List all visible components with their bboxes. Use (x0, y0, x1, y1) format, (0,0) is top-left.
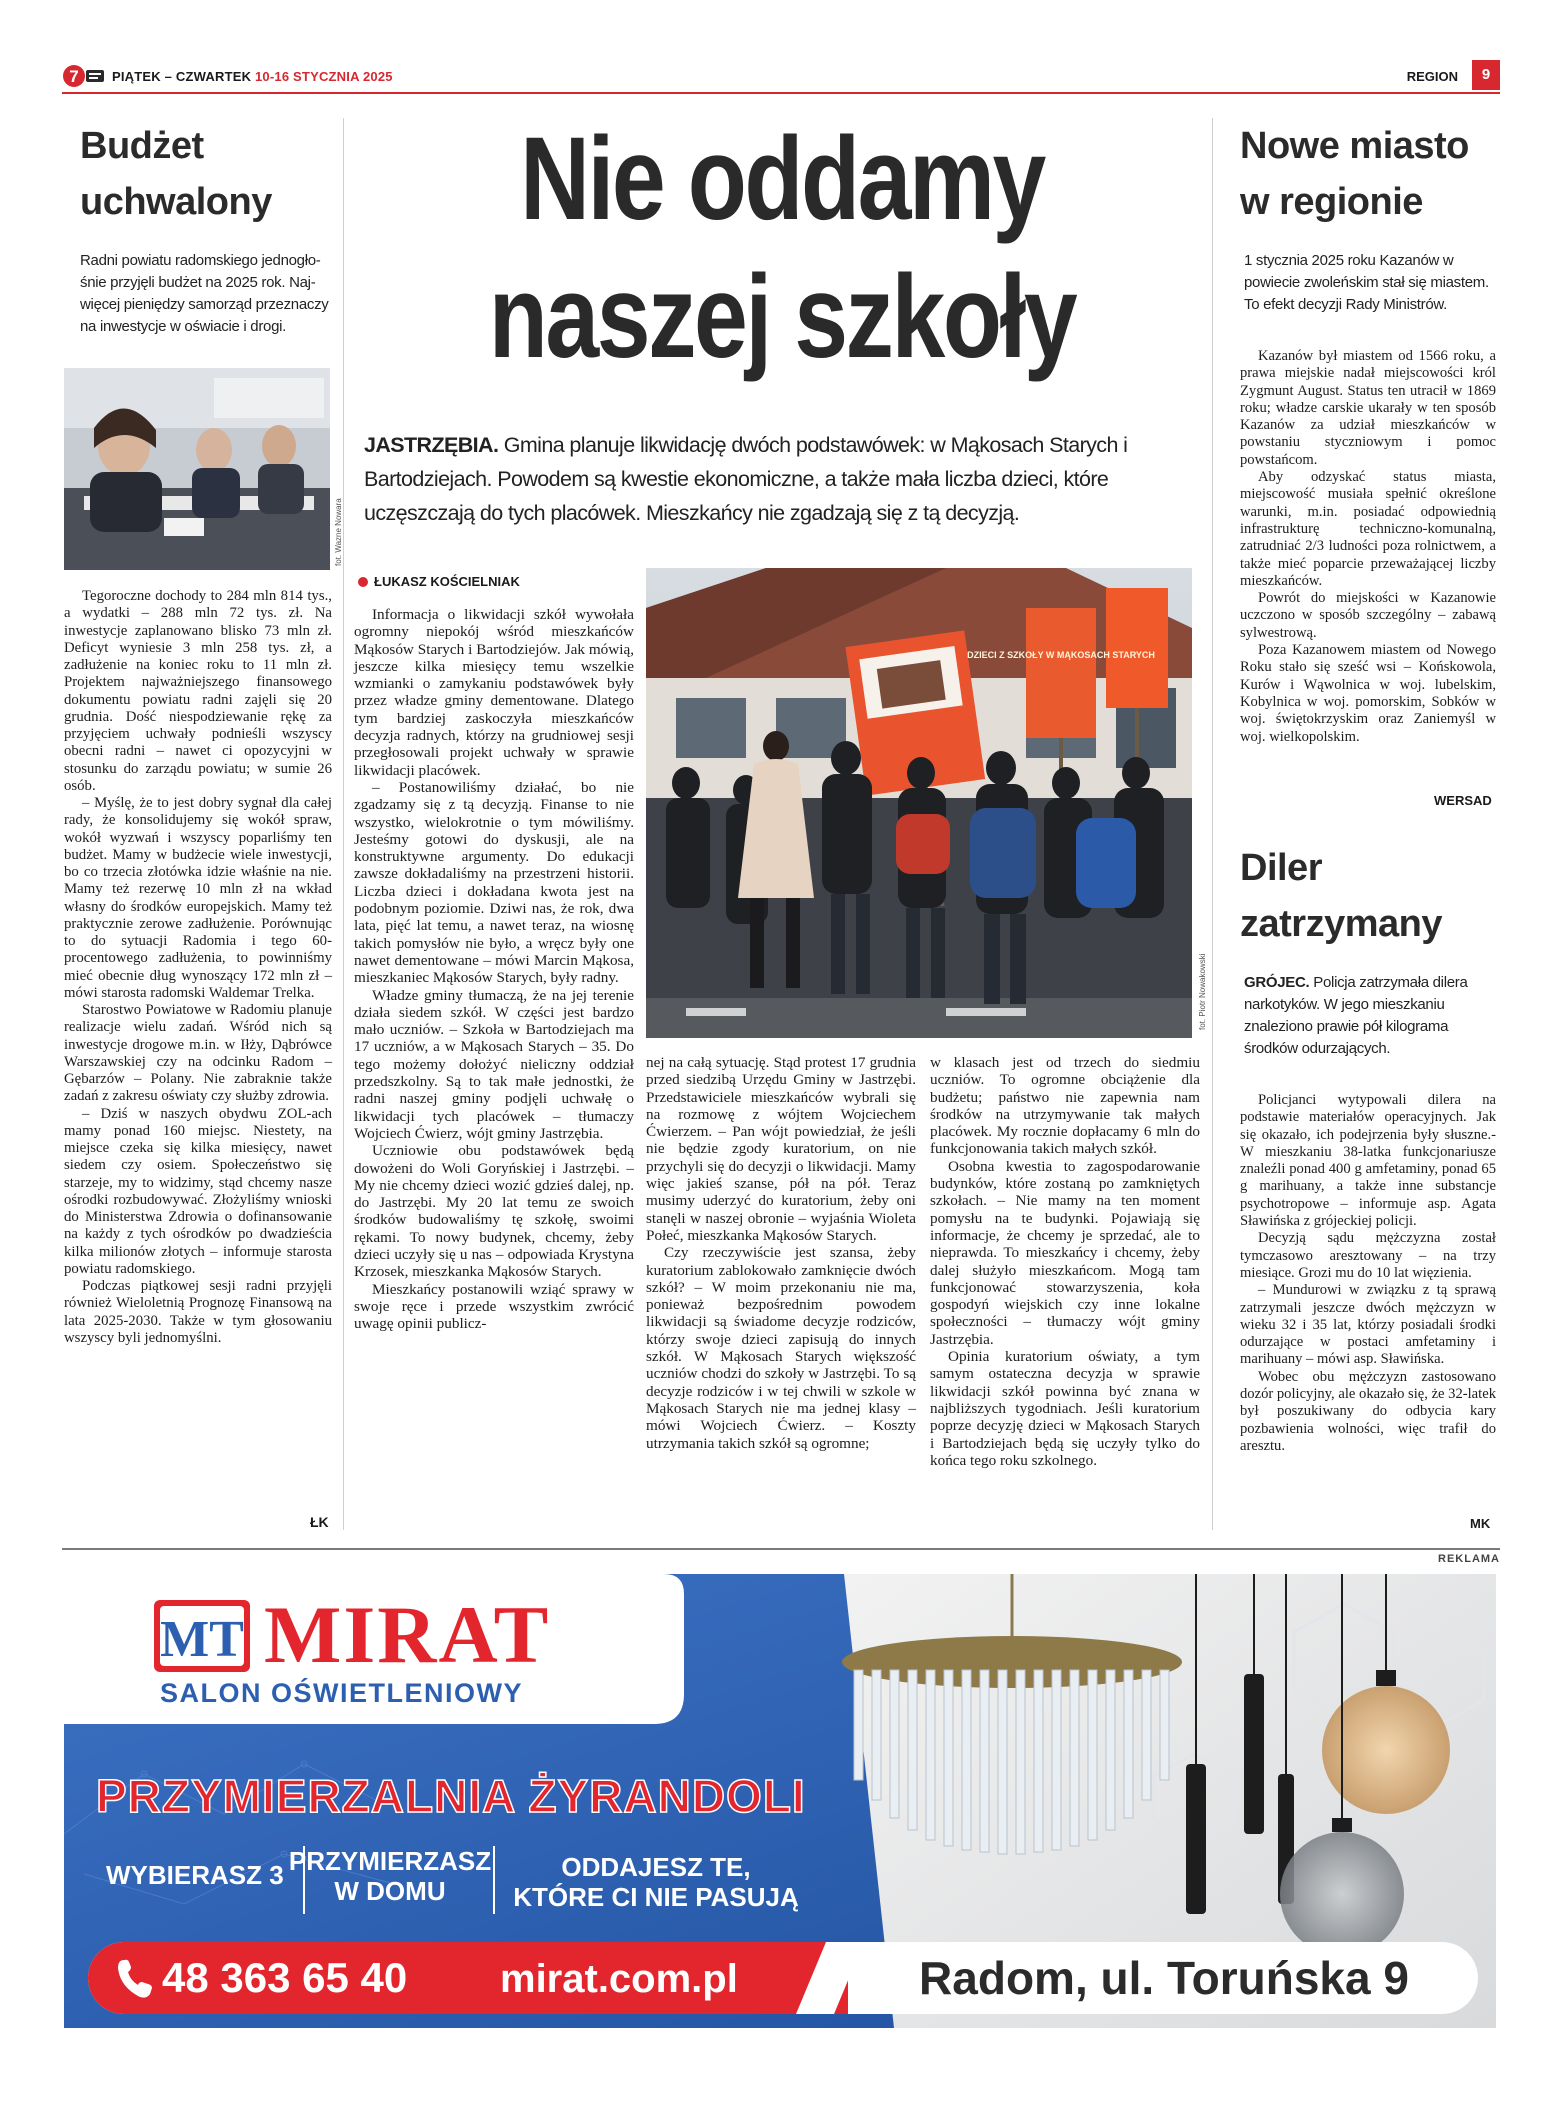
issue-date (112, 69, 393, 84)
right-article-1-body (1240, 348, 1496, 746)
right-article-1-paragraph: Kazanów był miastem od 1566 roku, a prawa miejskie nadał miejscowości król Zygmunt August. Status ten utracił w 1869 roku; władze carskie ukarały w ten sposób Kazanów za udział mieszkańców w powstaniu styczniowym i pomoc powstańcom. (1240, 348, 1496, 468)
main-article-paragraph: w klasach jest od trzech do siedmiu uczniów. To ogromne obciążenie dla budżetu; państwo nie zapewnia nam środków na utrzymywanie tak małych placówek. My rocznie dopłacamy 6 mln do funkcjonowania takich małych szkół. (930, 1054, 1200, 1158)
page-number: 9 (1472, 60, 1500, 90)
right-article-2-lead-text: Policja zatrzymała dilera narkotyków. W jego mieszkaniu znaleziono prawie pół kilograma środków odurzających. (1244, 974, 1468, 1057)
left-article-title (80, 118, 330, 230)
left-article-lead: Radni powiatu radomskiego jednogło- śnie przyjęli budżet na 2025 rok. Naj- więcej pieniędzy samorząd przeznaczy na inwestycje w oświacie i drogi. (80, 252, 329, 335)
placard-caption: DZIECI Z SZKOŁY W MĄKOSACH STARYCH (967, 650, 1155, 660)
logo-digit: 7 (69, 67, 79, 86)
main-article-paragraph: – Postanowiliśmy działać, bo nie zgadzamy się z tą decyzją. Finanse to nie wszystko, wielokrotnie o tym mówiliśmy. Jesteśmy gotowi do dyskusji, ale na konstruktywne argumenty. Do edukacji zawsze dokładaliśmy na przestrzeni historii. Liczba dzieci i dokładana kwota jest na podobnym poziomie. Dziwi nas, że rok, dwa lata, pięć lat temu, a nawet teraz, na wiosnę takich pomysłów nie było, a wręcz były one nawet dementowane – mówi Marcin Mąkosa, mieszkaniec Mąkosów Starych, były radny. (354, 778, 634, 987)
main-article-col2 (646, 1054, 916, 1452)
ad-phone-number: 48 363 65 40 (162, 1954, 408, 2001)
main-article-byline (358, 574, 520, 589)
mirat-subtitle: SALON OŚWIETLENIOWY (160, 1678, 523, 1708)
main-article-col3 (930, 1054, 1200, 1469)
right-article-2-lead (1244, 972, 1494, 1060)
right-article-1-title-line2: w regionie (1240, 181, 1423, 223)
advertisement-label: REKLAMA (1438, 1553, 1500, 1565)
section-label: REGION (1406, 69, 1458, 84)
main-article-lead-place: JASTRZĘBIA. (364, 433, 499, 457)
right-article-2-signature: MK (1470, 1516, 1491, 1531)
mirat-advertisement-artwork (64, 1574, 1496, 2028)
mirat-brand-name: MIRAT (264, 1589, 551, 1680)
byline-author: ŁUKASZ KOŚCIELNIAK (374, 574, 520, 589)
right-article-1-title (1240, 118, 1500, 230)
left-article-title-line2: uchwalony (80, 181, 272, 223)
protest-photo (646, 568, 1192, 1038)
budget-session-photo (64, 368, 330, 570)
main-article-col1 (354, 606, 634, 1332)
main-headline (429, 110, 1134, 386)
main-article-paragraph: Czy rzeczywiście jest szansa, żeby kuratorium zablokowało zamknięcie dwóch szkół? – W moim przekonaniu nie ma, ponieważ bezpośrednim powodem likwidacji są świadome decyzje rodziców, którzy swoje dzieci zapisują do innych szkół. W Mąkosach Starych większość uczniów chodzi do szkoły w Jastrzębi. To są decyzje rodziców i w tej chwili w szkole w Mąkosach Starych nie ma jednej klasy – mówi Wojciech Ćwierz. – Koszty utrzymania takich szkół są ogromne; (646, 1244, 916, 1452)
left-article-body (64, 588, 332, 1347)
ad-step-3-line1: ODDAJESZ TE, (561, 1852, 751, 1882)
right-article-2-lead-place: GRÓJEC. (1244, 974, 1310, 991)
main-article-paragraph: Uczniowie obu podstawówek będą dowożeni do Woli Goryńskiej i Jastrzębi. – My nie chcemy dzieci wozić gdzieś dalej, np. do Jastrzębi. My 20 lat temu ze swoich środków budowaliśmy tę szkołę, swoimi rękami. To nowy budynek, chcemy, żeby dzieci uczyły się u nas – odpowiada Krystyna Krzosek, mieszkanka Mąkosów Starych. (354, 1142, 634, 1281)
right-article-1-paragraph: Aby odzyskać status miasta, miejscowość musiała spełnić określone warunki, m.in. posiadać odpowiednią infrastrukturę techniczno-komunalną, zatrudniać 2/3 ludności poza rolnictwem, a także mieć poparcie przeważającej liczby mieszkańców. (1240, 469, 1496, 589)
ad-headline: PRZYMIERZALNIA ŻYRANDOLI (96, 1770, 806, 1822)
main-article-lead (364, 428, 1204, 530)
ad-step-1: WYBIERASZ 3 (106, 1860, 284, 1890)
main-article-paragraph: Opinia kuratorium oświaty, a tym samym ostateczna decyzja w sprawie likwidacji szkół powinna być znana w najbliższych tygodniach. Jeśli kuratorium poprze decyzję dzieci w Mąkosach Starych i Bartodziejach będą się uczyły tylko do końca tego roku szkolnego. (930, 1348, 1200, 1469)
ad-step-2-line2: W DOMU (334, 1876, 446, 1906)
left-article-paragraph: Starostwo Powiatowe w Radomiu planuje realizacje wielu zadań. Wśród nich są inwestycje drogowe m.in. w Iłży, Dąbrówce Warszawskiej czy na odcinku Radom – Gębarzów – Polany. Nie zabraknie także zadań z zakresu oświaty czy służby zdrowia. (64, 1002, 332, 1105)
right-article-1-paragraph: Powrót do miejskości w Kazanowie uczczono w sposób szczególny – zabawą sylwestrową. (1240, 590, 1496, 641)
right-article-2-paragraph: Policjanci wytypowali dilera na podstawie materiałów operacyjnych. Jak się okazało, ich podejrzenia były słuszne.- W mieszkaniu 38-latka funkcjonariusze znaleźli ponad 400 g amfetaminy, ponad 65 g marihuany, a także inne substancje psychotropowe – informuje asp. Agata Sławińska z grójeckiej policji. (1240, 1092, 1496, 1230)
column-divider-left (343, 118, 344, 1530)
main-headline-line2: naszej szkoły (488, 251, 1076, 383)
right-article-2-paragraph: Decyzją sądu mężczyzna został tymczasowo aresztowany – na trzy miesiące. Grozi mu do 10 lat więzienia. (1240, 1230, 1496, 1281)
column-divider-right (1212, 118, 1213, 1530)
right-article-2-title-line1: Diler (1240, 847, 1322, 889)
left-article-paragraph: – Dziś w naszych obydwu ZOL-ach mamy ponad 160 miejsc. Niestety, na miejsce czeka się kilka miesięcy, nawet siedem czy osiem. Społeczeństwo się starzeje, my to widzimy, stąd chcemy nasze ośrodki rozbudowywać. Złożyliśmy wnioski do Ministerstwa Zdrowia o dofinansowanie na każdy z tych ośrodków po dwadzieścia kilka milionów złotych – informuje starosta powiatu radomskiego. (64, 1105, 332, 1277)
ad-website: mirat.com.pl (500, 1957, 738, 2001)
ad-step-3-line2: KTÓRE CI NIE PASUJĄ (513, 1882, 799, 1912)
right-article-1-lead: 1 stycznia 2025 roku Kazanów w powiecie zwoleńskim stał się miastem. To efekt decyzji Rady Ministrów. (1244, 252, 1489, 313)
left-article-paragraph: Tegoroczne dochody to 284 mln 814 tys., a wydatki – 288 mln 72 tys. zł. Na inwestycje zaplanowano blisko 73 mln zł. Deficyt wyniesie 3 mln 258 tys. zł, a zadłużenie na koniec roku to 11 mln zł. Projektem najważniejszego finansowego dokumentu powiatu radni zajęli się 20 grudnia. Dość niespodziewanie rękę za przyjęciem uchwały podnieśli wszyscy obecni radni – nawet ci opozycyjni w stosunku do zarządu powiatu; w sumie 26 osób. (64, 588, 332, 794)
ad-address: Radom, ul. Toruńska 9 (919, 1952, 1409, 2004)
ad-step-2-line1: PRZYMIERZASZ (288, 1846, 492, 1876)
main-article-paragraph: Informacja o likwidacji szkół wywołała ogromny niepokój wśród mieszkańców Mąkosów Starych i Bartodziejów. Jak mówią, jeszcze kilka miesięcy temu wszelkie wzmianki o zamykaniu podstawówek były przez władze gminy dementowane. Dlatego tym bardziej zaskoczyła mieszkańców decyzja radnych, którzy na grudniowej sesji przegłosowali projekt uchwały w sprawie likwidacji placówek. (354, 606, 634, 779)
page-header (62, 60, 1500, 94)
right-article-1-signature: WERSAD (1434, 793, 1492, 808)
left-article-title-line1: Budżet (80, 125, 204, 167)
budget-session-photo-image (64, 368, 330, 570)
right-article-2-body (1240, 1092, 1496, 1455)
main-article-paragraph: Osobna kwestia to zagospodarowanie budynków, które zostaną po zamkniętych szkołach. – Nie mamy na ten moment pomysłu na te budynki. Pojawiają się informacje, że chcemy je sprzedać, ale to nieprawda. To mieszkańcy i chcemy, żeby dalej służyło mieszkańcom. Mogą tam funkcjonować stowarzyszenia, koła gospodyń wiejskich czy inne lokalne społeczności – tłumaczy wójt gminy Jastrzębia. (930, 1157, 1200, 1348)
advertisement-label-bar (62, 1548, 1500, 1568)
left-article-paragraph: Podczas piątkowej sesji radni przyjęli również Wieloletnią Prognozę Finansową na lata 2025-2030. Także w tym głosowaniu wszyscy byli jednomyślni. (64, 1278, 332, 1346)
left-article-signature: ŁK (310, 1514, 329, 1530)
issue-date-prefix: PIĄTEK – CZWARTEK (112, 69, 252, 84)
main-article-lead-text: Gmina planuje likwidację dwóch podstawówek: w Mąkosach Starych i Bartodziejach. Powodem są kwestie ekonomiczne, a także mała liczba dzieci, które uczęszczają do tych placówek. Mieszkańcy nie zgadzają się z tą decyzją. (364, 433, 1128, 525)
left-article-paragraph: – Myślę, że to jest dobry sygnał dla całej rady, że konsolidujemy się wokół spraw, wokół wyzwań i wszyscy poparliśmy ten budżet. Mamy w budżecie wiele inwestycji, bo co trzecia złotówka idzie właśnie na nie. Mamy też rezerwę 10 mln zł na wkład własny do środków europejskich. Mamy też praktycznie zerowe zadłużenie. Porównując to do sytuacji Radomia i tego 60-procentowego zadłużenia, to powinniśmy mieć obecnie dług wynoszący 172 mln zł – mówi starosta radomski Waldemar Trelka. (64, 795, 332, 1001)
newspaper-logo-icon (62, 64, 106, 88)
right-article-2-paragraph: – Mundurowi w związku z tą sprawą zatrzymali jeszcze dwóch mężczyzn w wieku 32 i 35 lat, którzy posiadali środki odurzające w postaci amfetaminy i marihuany – mówi asp. Sławińska. (1240, 1282, 1496, 1368)
main-headline-line1: Nie oddamy (520, 113, 1044, 245)
byline-dot-icon (358, 577, 368, 587)
main-article-paragraph: nej na całą sytuację. Stąd protest 17 grudnia przed siedzibą Urzędu Gminy w Jastrzębi. Przedstawiciele mieszkańców wybrali się na rozmowę z wójtem Wojciechem Ćwierzem. – Pan wójt powiedział, że jeśli nie będzie zgody kuratorium, on nie przychyli się do decyzji o likwidacji. Mamy więc jakieś szanse, pół na pół. Teraz musimy uderzyć do kuratorium, żeby oni stanęli w naszej obronie – wyjaśnia Wioleta Połeć, mieszkanka Mąkosów Starych. (646, 1054, 916, 1244)
right-article-1-title-line1: Nowe miasto (1240, 125, 1469, 167)
issue-date-range: 10-16 STYCZNIA 2025 (255, 69, 393, 84)
main-photo-credit: fot. Piotr Nowakowski (1198, 953, 1207, 1030)
right-article-1-paragraph: Poza Kazanowem miastem od Nowego Roku stało się sześć wsi – Końskowola, Kurów i Wąwolnica w woj. lubelskim, Kobylnica w woj. pomorskim, Sobków w woj. świętokrzyskim oraz Zaniemyśl w woj. wielkopolskim. (1240, 642, 1496, 745)
right-article-2-paragraph: Wobec obu mężczyzn zastosowano dozór policyjny, ale okazało się, że 32-latek był poszukiwany do odbycia kary pozbawienia wolności, więc trafił do aresztu. (1240, 1368, 1496, 1454)
main-article-paragraph: Mieszkańcy postanowili wziąć sprawy w swoje ręce i przede wszystkim zwrócić uwagę opinii publicz- (354, 1280, 634, 1333)
protest-photo-image (646, 568, 1192, 1038)
main-article-paragraph: Władze gminy tłumaczą, że na jej terenie działa siedem szkół. W części jest bardzo mało uczniów. – Szkoła w Bartodziejach ma 17 uczniów, a w Mąkosach Starych – 35. Do tego możemy dołożyć nieliczny oddział przedszkolny. Są to tak małe jednostki, że radni naszej gminy podjęli uchwałę o likwidacji tych placówek – tłumaczy Wojciech Ćwierz, wójt gminy Jastrzębia. (354, 986, 634, 1142)
right-article-2-title-line2: zatrzymany (1240, 903, 1442, 945)
mirat-advertisement[interactable] (64, 1574, 1496, 2028)
left-photo-credit: fot. Wazne Nowara (334, 498, 343, 566)
mirat-logo-mark: MT (160, 1611, 244, 1668)
right-article-2-title (1240, 840, 1500, 952)
